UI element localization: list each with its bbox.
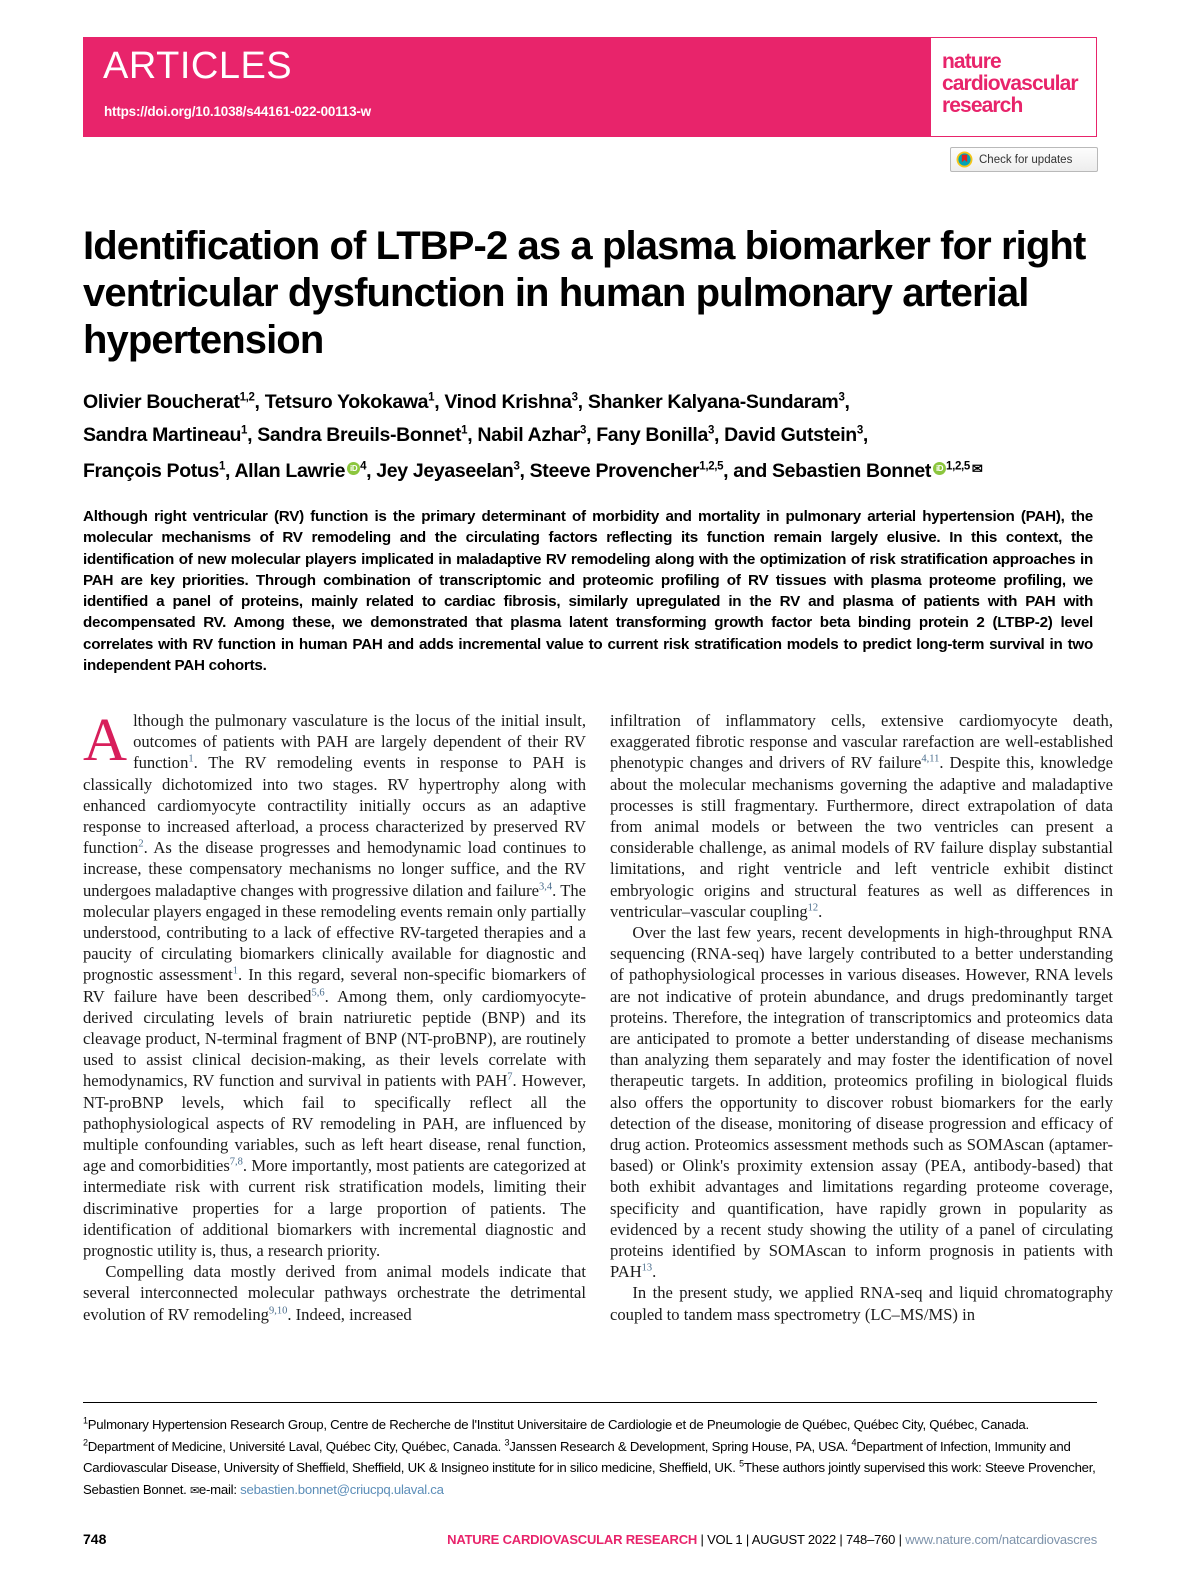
author-separator: , <box>844 391 850 413</box>
intro-text-e: . In this regard, several non-specific biomarkers of RV failure have been described <box>83 965 586 1006</box>
journal-logo-text <box>942 51 1078 117</box>
affiliation-3: Janssen Research & Development, Spring House, PA, USA. <box>509 1438 852 1454</box>
right3-text: In the present study, we applied RNA-seq and liquid chromatography coupled to tandem mass spectrometry (LC–MS/MS) in <box>610 1283 1113 1324</box>
abstract: Although right ventricular (RV) function is the primary determinant of morbidity and mortality in pulmonary arterial hypertension (PAH), the molecular mechanisms of RV remodeling and the circulating factors reflecting its function remain largely elusive. In this context, the identification of new molecular players implicated in maladaptive RV remodeling along with the optimization of risk stratification approaches in PAH are key priorities. Through combination of transcriptomic and proteomic profiling of RV tissues with plasma proteome profiling, we identified a panel of proteins, mainly related to cardiac fibrosis, similarly upregulated in the RV and plasma of patients with PAH with decompensated RV. Among these, we demonstrated that plasma latent transforming growth factor beta binding protein 2 (LTBP-2) level correlates with RV function in human PAH and adds incremental value to current risk stratification models to predict long-term survival in two independent PAH cohorts. <box>83 508 1093 675</box>
intro-text-d: . The molecular players engaged in these remodeling events remain only partially understood, contributing to a lack of effective RV-targeted therapies and a paucity of circulating biomarkers clinically available for diagnostic and prognostic assessment <box>83 880 587 985</box>
author-line-2 <box>83 419 1113 452</box>
author-name: Jey Jeyaseelan <box>376 460 514 482</box>
author-separator: , <box>723 460 734 482</box>
corresponding-email[interactable]: sebastien.bonnet@criucpq.ulaval.ca <box>240 1481 444 1497</box>
author-name: Nabil Azhar <box>477 424 581 446</box>
journal-logo-line-1: nature <box>942 50 1001 73</box>
doi-link[interactable]: https://doi.org/10.1038/s44161-022-00113-w <box>104 104 371 119</box>
author-name: Steeve Provencher <box>529 460 700 482</box>
author-separator: , <box>254 391 265 413</box>
author-affiliation-marker: 1 <box>218 460 226 473</box>
right1-text-b: . Despite this, knowledge about the molecular mechanisms governing the adaptive and maladaptive processes is still fragmentary. Furthermore, direct extrapolation of data from animal models or between the two ventricles can present a considerable challenge, as animal models of RV failure display substantial limitations, and right ventricle and left ventricle exhibit distinct embryologic origins and structural features as well as differences in ventricular–vascular coupling <box>610 753 1113 921</box>
envelope-icon: ✉ <box>189 1484 199 1497</box>
paragraph-intro-2 <box>83 1261 586 1325</box>
footer-volume-info: | VOL 1 | AUGUST 2022 | 748–760 | <box>697 1532 906 1547</box>
footer-journal-name: NATURE CARDIOVASCULAR RESEARCH <box>447 1532 698 1547</box>
author-affiliation-marker: 1,2,5 <box>946 460 970 473</box>
check-for-updates-button[interactable] <box>950 147 1098 172</box>
check-for-updates-label: Check for updates <box>979 153 1073 166</box>
orcid-icon[interactable] <box>933 462 946 475</box>
author-affiliation-marker: 3 <box>838 391 845 404</box>
intro2-text-b: . Indeed, increased <box>287 1304 412 1324</box>
paragraph-right-1 <box>610 710 1113 922</box>
affiliation-marker: 3 <box>504 1437 510 1448</box>
crossmark-icon <box>956 151 973 168</box>
author-separator: , <box>225 460 235 482</box>
intro-text-b: . The RV remodeling events in response to PAH is classically dichotomized into two stages. RV hypertrophy along with enhanced cardiomyocyte contractility initially occurs as an adaptive response to increased afterload, a process characterized by preserved RV function <box>83 753 586 858</box>
footer-citation <box>0 1532 1097 1547</box>
citation-ref[interactable]: 9,10 <box>268 1305 288 1317</box>
page-number: 748 <box>83 1531 107 1547</box>
intro-text-f: . Among them, only cardiomyocyte-derived circulating levels of brain natriuretic peptide (BNP) and its cleavage product, N-terminal fragment of BNP (NT-proBNP), are routinely used to assist clinical decision-making, as their levels correlate with hemodynamics, RV function and survival in patients with PAH <box>83 986 587 1091</box>
journal-logo-line-2: cardiovascular <box>942 72 1078 95</box>
body-column-right <box>610 710 1113 1325</box>
author-name: Tetsuro Yokokawa <box>264 391 429 413</box>
author-name: Sandra Breuils-Bonnet <box>257 424 462 446</box>
author-separator: , <box>586 424 597 446</box>
citation-ref[interactable]: 13 <box>641 1262 653 1274</box>
affiliation-1: Pulmonary Hypertension Research Group, Centre de Recherche de l'Institut Universitaire de Cardiologie et de Pneumologie de Québec, Québec City, Québec, Canada. <box>87 1417 1029 1432</box>
email-label: e-mail: <box>198 1481 241 1497</box>
affiliation-5: These authors jointly supervised this work: Steeve Provencher, Sebastien Bonnet. <box>83 1460 1096 1497</box>
intro-text-h: . More importantly, most patients are categorized at intermediate risk with current risk stratification models, limiting their discriminative properties for a large proportion of patients. The identification of additional biomarkers with incremental diagnostic and prognostic utility is, thus, a research priority. <box>83 1156 586 1261</box>
author-conjunction: and <box>733 460 772 482</box>
affiliations <box>83 1414 1097 1502</box>
author-name: Fany Bonilla <box>596 424 708 446</box>
section-label: ARTICLES <box>103 45 293 87</box>
affiliation-marker: 2 <box>83 1437 88 1448</box>
author-affiliation-marker: 4 <box>360 460 367 473</box>
citation-ref[interactable]: 7,8 <box>229 1156 243 1168</box>
footnote-divider <box>83 1402 1097 1403</box>
right1-text-c: . <box>818 901 823 921</box>
paragraph-right-3 <box>610 1282 1113 1324</box>
author-separator: , <box>366 460 377 482</box>
author-affiliation-marker: 3 <box>513 460 520 473</box>
paragraph-intro-1 <box>83 707 587 1261</box>
affiliation-2: Department of Medicine, Université Laval, Québec City, Québec, Canada. <box>87 1438 505 1454</box>
author-affiliation-marker: 3 <box>856 424 863 437</box>
author-affiliation-marker: 3 <box>571 391 578 404</box>
author-line-1 <box>83 386 1113 419</box>
paragraph-right-2 <box>610 922 1113 1282</box>
citation-ref[interactable]: 12 <box>807 902 819 914</box>
author-affiliation-marker: 1 <box>428 391 435 404</box>
author-affiliation-marker: 3 <box>580 424 587 437</box>
author-name: François Potus <box>83 460 219 482</box>
journal-logo <box>930 37 1097 137</box>
citation-ref[interactable]: 3,4 <box>539 881 553 893</box>
author-name: Shanker Kalyana-Sundaram <box>587 391 839 413</box>
intro-text-a: lthough the pulmonary vasculature is the locus of the initial insult, outcomes of patients with PAH are largely dependent of their RV function <box>133 711 586 773</box>
citation-ref[interactable]: 4,11 <box>921 753 940 765</box>
author-list <box>83 386 1113 488</box>
author-separator: , <box>467 424 478 446</box>
corresponding-author-envelope-icon[interactable]: ✉ <box>971 461 983 476</box>
author-affiliation-marker: 1 <box>241 424 248 437</box>
citation-ref[interactable]: 1 <box>188 753 194 765</box>
affiliation-marker: 5 <box>739 1458 744 1469</box>
author-separator: , <box>247 424 258 446</box>
author-separator: , <box>577 391 588 413</box>
author-name: Allan Lawrie <box>234 460 346 482</box>
author-line-3 <box>83 452 1113 488</box>
intro-text-g: . However, NT-proBNP levels, which fail to specifically reflect all the pathophysiological aspects of RV remodeling in PAH, are influenced by multiple confounding variables, such as left heart disease, renal function, age and comorbidities <box>83 1071 586 1176</box>
author-name: David Gutstein <box>724 424 857 446</box>
author-separator: , <box>519 460 530 482</box>
author-affiliation-marker: 3 <box>707 424 715 437</box>
author-name: Sebastien Bonnet <box>771 460 932 482</box>
drop-cap: A <box>83 707 128 774</box>
citation-ref[interactable]: 7 <box>507 1071 513 1083</box>
citation-ref[interactable]: 2 <box>138 838 144 850</box>
journal-logo-line-3: research <box>942 94 1023 117</box>
footer-url[interactable]: www.nature.com/natcardiovascres <box>905 1532 1097 1547</box>
page-title: Identification of LTBP-2 as a plasma biomarker for right ventricular dysfunction in human pulmonary arterial hypertension <box>83 223 1086 362</box>
right1-text-a: infiltration of inflammatory cells, extensive cardiomyocyte death, exaggerated fibrotic response and vascular rarefaction are well-established phenotypic changes and drivers of RV failure <box>610 711 1113 773</box>
intro2-text-a: Compelling data mostly derived from animal models indicate that several interconnected molecular pathways orchestrate the detrimental evolution of RV remodeling <box>83 1262 586 1324</box>
author-affiliation-marker: 1 <box>461 424 468 437</box>
right2-text-b: . <box>652 1262 657 1282</box>
author-separator: , <box>862 424 868 446</box>
affiliation-4: Department of Infection, Immunity and Cardiovascular Disease, University of Sheffield, Sheffield, UK & Insigneo institute for in silico medicine, Sheffield, UK. <box>83 1438 1071 1475</box>
author-name: Sandra Martineau <box>83 424 242 446</box>
author-separator: , <box>714 424 725 446</box>
affiliation-marker: 4 <box>851 1437 857 1448</box>
header-banner <box>83 37 1097 137</box>
author-affiliation-marker: 1,2 <box>239 391 255 404</box>
author-separator: , <box>434 391 445 413</box>
author-affiliation-marker: 1,2,5 <box>699 460 724 473</box>
intro-text-c: . As the disease progresses and hemodynamic load continues to increase, these compensatory mechanisms no longer suffice, and the RV undergoes maladaptive changes with progressive dilation and failure <box>83 838 586 900</box>
author-name: Vinod Krishna <box>444 391 572 413</box>
orcid-icon[interactable] <box>347 462 360 475</box>
citation-ref[interactable]: 1 <box>232 965 239 977</box>
right2-text-a: Over the last few years, recent developments in high-throughput RNA sequencing (RNA-seq) have largely contributed to a better understanding of pathophysiological processes in various diseases. However, RNA levels are not indicative of protein abundance, and drugs predominantly target proteins. Therefore, the integration of transcriptomics and proteomics data are anticipated to promote a better understanding of disease mechanisms than analyzing them separately and may foster the identification of novel therapeutic targets. In addition, proteomics profiling in biological fluids also offers the opportunity to discover robust biomarkers for the early detection of the disease, monitoring of disease progression and efficacy of drug action. Proteomics assessment methods such as SOMAscan (aptamer-based) or Olink's proximity extension assay (PEA, antibody-based) that both exhibit advantages and limitations regarding proteome coverage, specificity and quantification, have rapidly grown in popularity as evidenced by a recent study showing the utility of a panel of circulating proteins identified by SOMAscan to inform prognosis in patients with PAH <box>610 923 1113 1282</box>
citation-ref[interactable]: 5,6 <box>311 987 325 999</box>
author-name: Olivier Boucherat <box>83 391 240 413</box>
body-column-left <box>83 707 587 1325</box>
affiliation-marker: 1 <box>83 1415 88 1426</box>
